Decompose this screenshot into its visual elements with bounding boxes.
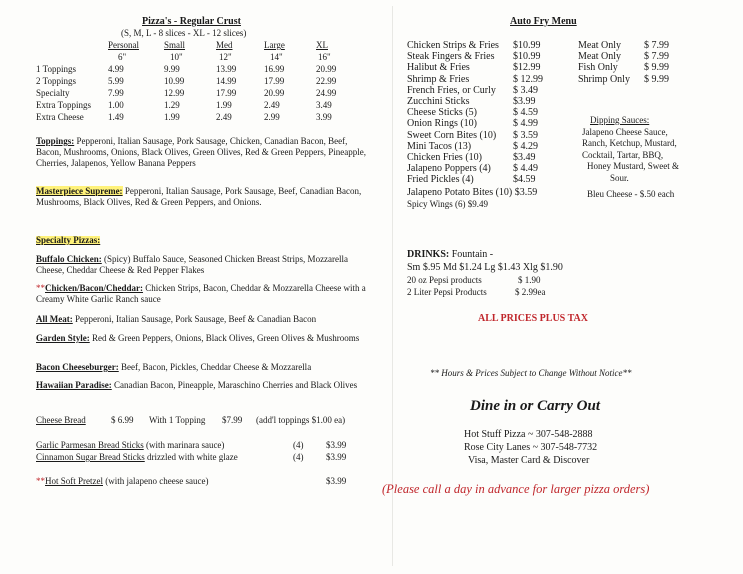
list-item: Steak Fingers & Fries $10.99 [407,51,541,63]
list-item: Sweet Corn Bites (10) $ 3.59 [407,129,538,141]
masterpiece-text: Pepperoni, Italian Sausage, Pork Sausage, Beef, Canadian Bacon, Mushrooms, Black Olives, Red & Green Peppers, and Onions. [36,186,362,207]
inch-small: 10" [170,52,183,62]
dipping-sauces: Jalapeno Cheese Sauce, Ranch, Ketchup, Mustard, Cocktail, Tartar, BBQ, Honey Mustard, Sweet & Sour. [582,127,679,183]
list-item: Shrimp & Fries $ 12.99 [407,73,543,85]
inch-personal: 6" [118,52,127,62]
drink-2liter-price: $ 2.99ea [515,287,546,297]
auto-fry-spicy-wings: Spicy Wings (6) $9.49 [407,199,488,209]
drink-20oz-price: $ 1.90 [518,275,541,285]
col-large: Large [264,40,285,50]
drink-20oz: 20 oz Pepsi products [407,275,482,285]
specialty-item-all-meat: All Meat: Pepperoni, Italian Sausage, Pork Sausage, Beef & Canadian Bacon [36,314,317,324]
cheese-bread-note: (add'l toppings $1.00 ea) [256,415,346,425]
bread-stick-cinnamon-price: $3.99 [326,452,347,462]
list-item: Chicken Strips & Fries $10.99 [407,40,541,51]
table-row: Extra Toppings 1.00 1.29 1.99 2.49 3.49 [36,100,332,110]
list-item: Mini Tacos (13) $ 4.29 [407,140,538,152]
star-mark: ** [36,283,45,293]
col-small: Small [164,40,186,50]
list-item: Zucchini Sticks $3.99 [407,96,536,108]
cheese-bread-price: $ 6.99 [111,415,134,425]
col-personal: Personal [108,40,139,50]
payment-methods: Visa, Master Card & Discover [468,455,590,466]
meat-only-list [578,40,669,85]
auto-fry-potato-bites: Jalapeno Potato Bites (10) $3.59 [407,187,538,198]
contact-rose-city: Rose City Lanes ~ 307-548-7732 [464,442,598,453]
cheese-bread-with-topping: With 1 Topping [149,415,206,425]
pretzel-line: **Hot Soft Pretzel (with jalapeno cheese sauce) [36,476,209,486]
inch-xl: 16" [318,52,331,62]
dipping-title: Dipping Sauces: [590,115,650,125]
pizza-price-table [36,39,356,123]
cheese-bread-with-price: $7.99 [222,415,243,425]
list-item: Shrimp Only $ 9.99 [578,73,669,85]
cheese-bread-label: Cheese Bread [36,415,86,425]
masterpiece-section [36,186,366,208]
table-row: Specialty 7.99 12.99 17.99 20.99 24.99 [36,88,337,98]
table-row: Extra Cheese 1.49 1.99 2.49 2.99 3.99 [36,112,332,122]
tax-notice: ALL PRICES PLUS TAX [478,313,588,324]
list-item: Chicken Fries (10) $3.49 [407,152,536,164]
specialty-item-chicken-bacon: **Chicken/Bacon/Cheddar: Chicken Strips, Bacon, Cheddar & Mozzarella Cheese with a Creamy White Garlic Ranch sauce [36,283,366,304]
toppings-section [36,136,366,169]
list-item: Meat Only $ 7.99 [578,40,669,51]
toppings-label: Toppings: [36,136,75,146]
specialty-item-buffalo: Buffalo Chicken: (Spicy) Buffalo Sauce, Seasoned Chicken Breast Strips, Mozzarella Cheese, Cheddar Cheese & Red Pepper Flakes [36,254,349,275]
drink-2liter: 2 Liter Pepsi Products [407,287,487,297]
bread-stick-cinnamon: Cinnamon Sugar Bread Sticks drizzled with white glaze [36,452,238,462]
specialty-item-garden: Garden Style: Red & Green Peppers, Onions, Black Olives, Green Olives & Mushrooms [36,333,360,343]
bread-stick-garlic-price: $3.99 [326,440,347,450]
toppings-text: Pepperoni, Italian Sausage, Pork Sausage, Chicken, Canadian Bacon, Beef, Bacon, Mushrooms, Onions, Black Olives, Green Olives, Red & Green Peppers, Pineapple, Cherries, Jalapenos, Yellow Banana Peppers [36,136,366,168]
specialty-item-bacon-cheeseburger: Bacon Cheeseburger: Beef, Bacon, Pickles, Cheddar Cheese & Mozzarella [36,362,312,372]
pizza-title: Pizza's - Regular Crust [142,16,241,27]
dine-in-carry-out: Dine in or Carry Out [470,398,601,414]
auto-fry-list [407,40,543,186]
bleu-cheese: Bleu Cheese - $.50 each [587,189,675,199]
contact-hot-stuff: Hot Stuff Pizza ~ 307-548-2888 [464,429,593,440]
list-item: Jalapeno Poppers (4) $ 4.49 [407,163,538,175]
masterpiece-label: Masterpiece Supreme: [36,186,123,196]
col-med: Med [216,40,233,50]
advance-order-notice: (Please call a day in advance for larger pizza orders) [382,482,650,496]
pretzel-price: $3.99 [326,476,347,486]
list-item: French Fries, or Curly $ 3.49 [407,84,538,96]
auto-fry-title: Auto Fry Menu [510,16,577,27]
list-item: Halibut & Fries $12.99 [407,62,541,74]
table-row: 1 Toppings 4.99 9.99 13.99 16.99 20.99 [36,64,337,74]
specialty-item-hawaiian: Hawaiian Paradise: Canadian Bacon, Pineapple, Maraschino Cherries and Black Olives [36,380,358,390]
list-item: Cheese Sticks (5) $ 4.59 [407,107,538,119]
pizza-sizes-note: (S, M, L - 8 slices - XL - 12 slices) [121,28,247,38]
col-xl: XL [316,40,328,50]
list-item: Fried Pickles (4) $4.59 [407,174,536,186]
list-item: Onion Rings (10) $ 4.99 [407,118,538,130]
list-item: Meat Only $ 7.99 [578,51,669,63]
list-item: Fish Only $ 9.99 [578,62,669,74]
inch-large: 14" [270,52,283,62]
drinks-sizes: Sm $.95 Md $1.24 Lg $1.43 Xlg $1.90 [407,262,563,273]
star-mark: ** [36,476,45,486]
drinks-heading: DRINKS: Fountain - [407,249,494,260]
bread-stick-cinnamon-qty: (4) [293,452,304,462]
bread-stick-garlic: Garlic Parmesan Bread Sticks (with marinara sauce) [36,440,225,450]
inch-med: 12" [219,52,232,62]
bread-stick-garlic-qty: (4) [293,440,304,450]
change-notice: ** Hours & Prices Subject to Change Without Notice** [430,368,632,378]
table-row: 2 Toppings 5.99 10.99 14.99 17.99 22.99 [36,76,337,86]
specialty-heading: Specialty Pizzas: [36,235,101,245]
